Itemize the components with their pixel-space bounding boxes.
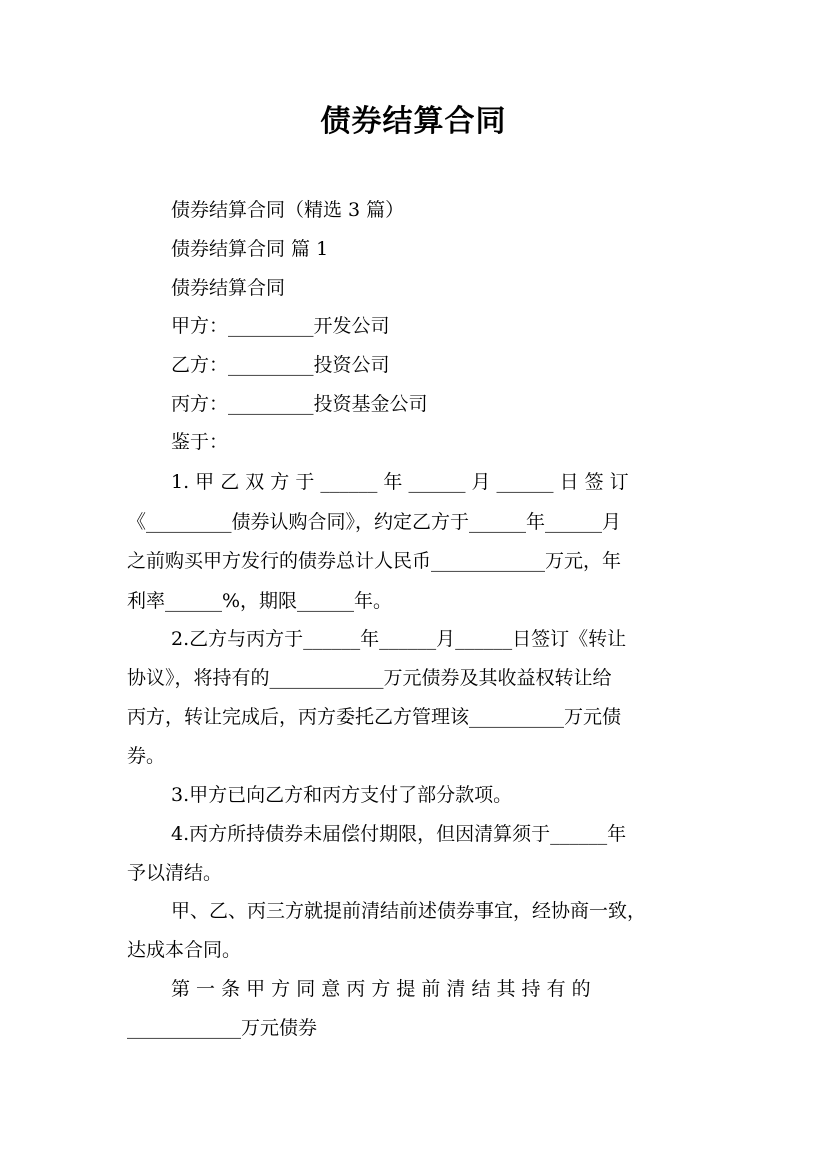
clause-1-line-2: 《_________债券认购合同》，约定乙方于______年______月	[127, 511, 622, 533]
clause-2-line-4: 券。	[127, 745, 166, 767]
clause-2-line-1: 2.乙方与丙方于______年______月______日签订《转让	[171, 628, 627, 650]
agreement-line-2: 达成本合同。	[127, 939, 242, 961]
article-1-line-1: 第 一 条 甲 方 同 意 丙 方 提 前 清 结 其 持 有 的	[171, 978, 591, 1000]
contract-name: 债券结算合同	[171, 277, 286, 299]
agreement-line-1: 甲、乙、丙三方就提前清结前述债券事宜，经协商一致，	[171, 900, 647, 922]
document-title: 债券结算合同	[320, 104, 507, 139]
subtitle-selected: 债券结算合同（精选 3 篇）	[171, 199, 405, 221]
clause-1-line-3: 之前购买甲方发行的债券总计人民币____________万元，年	[127, 550, 622, 572]
whereas-label: 鉴于：	[171, 431, 229, 453]
clause-2-line-3: 丙方，转让完成后，丙方委托乙方管理该__________万元债	[127, 706, 622, 728]
article-1-line-2: ____________万元债券	[127, 1017, 318, 1039]
party-b: 乙方：_________投资公司	[171, 354, 390, 376]
clause-2-line-2: 协议》，将持有的____________万元债券及其收益权转让给	[127, 667, 612, 689]
clause-4-line-2: 予以清结。	[127, 862, 223, 884]
clause-4-line-1: 4.丙方所持债券未届偿付期限，但因清算须于______年	[171, 823, 627, 845]
party-a: 甲方：_________开发公司	[171, 315, 390, 337]
section-heading: 债券结算合同 篇 1	[171, 238, 329, 260]
clause-3: 3.甲方已向乙方和丙方支付了部分款项。	[171, 784, 513, 806]
clause-1-line-4: 利率______%，期限______年。	[127, 590, 393, 612]
party-c: 丙方：_________投资基金公司	[171, 393, 428, 415]
clause-1-line-1: 1. 甲 乙 双 方 于 ______ 年 ______ 月 ______ 日 签 订	[171, 471, 629, 493]
